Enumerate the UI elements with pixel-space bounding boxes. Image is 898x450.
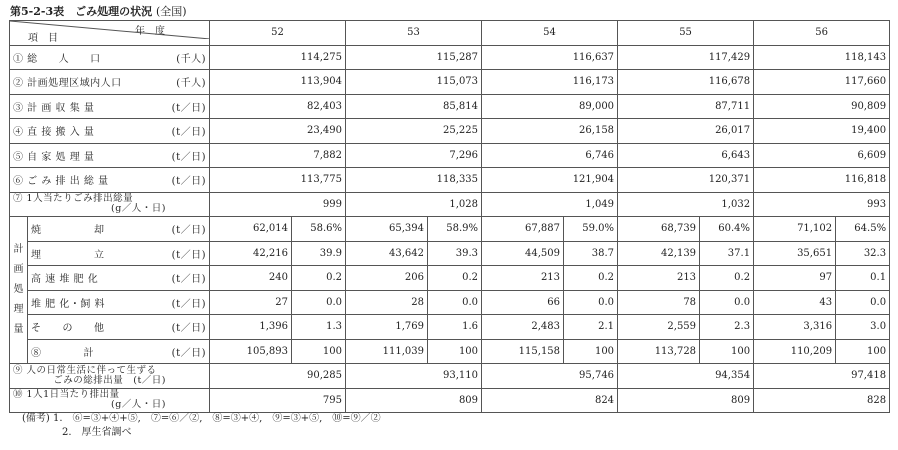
value-cell: 42,216: [210, 241, 292, 266]
value-cell: 1,396: [210, 315, 292, 340]
value-cell: 25,225: [346, 119, 482, 144]
percent-cell: 58.9%: [428, 217, 482, 242]
note-line-1: [22, 412, 381, 426]
value-cell: 828: [754, 388, 890, 413]
table-row: [10, 315, 890, 340]
percent-cell: 0.2: [292, 266, 346, 291]
row-unit: (t／日): [171, 323, 206, 335]
year-header: 55: [618, 21, 754, 46]
value-cell: 26,017: [618, 119, 754, 144]
row-label: [10, 364, 210, 389]
row-label: [28, 339, 210, 364]
title-text: 第5-2-3表 ごみ処理の状況: [10, 5, 153, 18]
plan-group-text: 計 画 処 理 量: [13, 244, 24, 335]
percent-cell: 60.4%: [700, 217, 754, 242]
value-cell: 116,678: [618, 70, 754, 95]
note-text-2: 2. 厚生省調べ: [62, 427, 132, 438]
value-cell: 1,028: [346, 192, 482, 217]
notes: [22, 412, 381, 440]
value-cell: 1,032: [618, 192, 754, 217]
row-unit: (t／日): [171, 102, 206, 114]
row-label-text: ⑥ ご み 排 出 総 量: [13, 176, 109, 188]
value-cell: 117,429: [618, 45, 754, 70]
value-cell: 90,285: [210, 364, 346, 389]
value-cell: 68,739: [618, 217, 700, 242]
table-row: [10, 339, 890, 364]
value-cell: 85,814: [346, 94, 482, 119]
row-unit: (t／日): [171, 298, 206, 310]
value-cell: 121,904: [482, 168, 618, 193]
row-unit: (t／日): [171, 249, 206, 261]
row-label-text: ④ 直 接 搬 入 量: [13, 127, 95, 139]
row-label-line2: (g／人・日): [111, 203, 166, 215]
value-cell: 993: [754, 192, 890, 217]
value-cell: 97,418: [754, 364, 890, 389]
percent-cell: 1.3: [292, 315, 346, 340]
value-cell: 824: [482, 388, 618, 413]
row-label-text: ① 総 人 口: [13, 53, 101, 65]
row-label: [28, 241, 210, 266]
percent-cell: 2.1: [564, 315, 618, 340]
row-unit: (t／日): [171, 127, 206, 139]
value-cell: 115,158: [482, 339, 564, 364]
row-unit: (t／日): [171, 151, 206, 163]
value-cell: 213: [618, 266, 700, 291]
value-cell: 118,143: [754, 45, 890, 70]
value-cell: 44,509: [482, 241, 564, 266]
percent-cell: 0.0: [564, 290, 618, 315]
value-cell: 35,651: [754, 241, 836, 266]
percent-cell: 100: [700, 339, 754, 364]
row-label: [10, 94, 210, 119]
value-cell: 116,818: [754, 168, 890, 193]
percent-cell: 100: [564, 339, 618, 364]
note-text-1: 1. ⑥=③+④+⑤, ⑦=⑥／②, ⑧=③+④, ⑨=③+⑤, ⑩=⑨／②: [53, 413, 381, 424]
value-cell: 809: [618, 388, 754, 413]
table-row: [10, 290, 890, 315]
value-cell: 27: [210, 290, 292, 315]
row-label-line1: ⑦ 1人当たりごみ排出総量: [13, 193, 134, 205]
value-cell: 42,139: [618, 241, 700, 266]
header-row: [10, 21, 890, 46]
table-row: [10, 266, 890, 291]
waste-table: [9, 20, 890, 413]
value-cell: 111,039: [346, 339, 428, 364]
row-label-text: そ の 他: [31, 323, 105, 335]
value-cell: 116,637: [482, 45, 618, 70]
table-row: [10, 364, 890, 389]
value-cell: 240: [210, 266, 292, 291]
row-label: [10, 119, 210, 144]
percent-cell: 100: [428, 339, 482, 364]
percent-cell: 0.2: [700, 266, 754, 291]
value-cell: 67,887: [482, 217, 564, 242]
value-cell: 19,400: [754, 119, 890, 144]
value-cell: 117,660: [754, 70, 890, 95]
table-title: [10, 3, 187, 19]
row-label: [28, 266, 210, 291]
value-cell: 26,158: [482, 119, 618, 144]
value-cell: 115,073: [346, 70, 482, 95]
row-label: [10, 192, 210, 217]
notes-prefix: (備考): [22, 413, 50, 424]
corner-cell: [10, 21, 210, 46]
value-cell: 93,110: [346, 364, 482, 389]
percent-cell: 39.9: [292, 241, 346, 266]
percent-cell: 39.3: [428, 241, 482, 266]
row-label: [28, 315, 210, 340]
row-label: [28, 290, 210, 315]
row-label-text: 焼 却: [31, 225, 105, 237]
value-cell: 6,643: [618, 143, 754, 168]
row-label-text: ② 計画処理区域内人口: [13, 78, 122, 90]
value-cell: 95,746: [482, 364, 618, 389]
table-row: [10, 119, 890, 144]
percent-cell: 2.3: [700, 315, 754, 340]
row-label-text: ③ 計 画 収 集 量: [13, 102, 95, 114]
row-label-text: ⑤ 自 家 処 理 量: [13, 151, 95, 163]
value-cell: 23,490: [210, 119, 346, 144]
row-label-text: 高 速 堆 肥 化: [31, 274, 99, 286]
value-cell: 1,769: [346, 315, 428, 340]
item-heading: 項 目: [28, 32, 58, 44]
table-row: [10, 217, 890, 242]
row-unit: (千人): [176, 53, 206, 65]
value-cell: 120,371: [618, 168, 754, 193]
value-cell: 71,102: [754, 217, 836, 242]
row-unit: (t／日): [171, 274, 206, 286]
value-cell: 115,287: [346, 45, 482, 70]
title-subtext: (全国): [155, 5, 187, 18]
value-cell: 114,275: [210, 45, 346, 70]
value-cell: 87,711: [618, 94, 754, 119]
value-cell: 113,728: [618, 339, 700, 364]
row-label: [10, 45, 210, 70]
row-label: [10, 70, 210, 95]
value-cell: 3,316: [754, 315, 836, 340]
percent-cell: 0.0: [700, 290, 754, 315]
year-header: 54: [482, 21, 618, 46]
value-cell: 206: [346, 266, 428, 291]
table-row: [10, 143, 890, 168]
value-cell: 116,173: [482, 70, 618, 95]
row-label-line2: (g／人・日): [111, 399, 166, 411]
row-label: [28, 217, 210, 242]
year-header: 53: [346, 21, 482, 46]
value-cell: 78: [618, 290, 700, 315]
value-cell: 28: [346, 290, 428, 315]
table-row: [10, 70, 890, 95]
table-row: [10, 168, 890, 193]
row-unit: (千人): [176, 78, 206, 90]
value-cell: 795: [210, 388, 346, 413]
year-heading: 年 度: [135, 26, 165, 37]
percent-cell: 0.2: [564, 266, 618, 291]
row-unit: (t／日): [171, 225, 206, 237]
row-label-text: 堆 肥 化・飼 料: [31, 298, 106, 310]
percent-cell: 59.0%: [564, 217, 618, 242]
value-cell: 213: [482, 266, 564, 291]
percent-cell: 58.6%: [292, 217, 346, 242]
value-cell: 97: [754, 266, 836, 291]
value-cell: 7,296: [346, 143, 482, 168]
table-row: [10, 388, 890, 413]
table-row: [10, 192, 890, 217]
row-label-line1: ⑨ 人の日常生活に伴って生ずる: [13, 364, 157, 376]
value-cell: 43,642: [346, 241, 428, 266]
value-cell: 6,746: [482, 143, 618, 168]
percent-cell: 38.7: [564, 241, 618, 266]
row-label: [10, 388, 210, 413]
year-header: 52: [210, 21, 346, 46]
percent-cell: 100: [836, 339, 890, 364]
percent-cell: 0.2: [428, 266, 482, 291]
value-cell: 999: [210, 192, 346, 217]
value-cell: 62,014: [210, 217, 292, 242]
value-cell: 82,403: [210, 94, 346, 119]
value-cell: 94,354: [618, 364, 754, 389]
row-label-text: 埋 立: [31, 249, 105, 261]
percent-cell: 0.1: [836, 266, 890, 291]
value-cell: 66: [482, 290, 564, 315]
value-cell: 105,893: [210, 339, 292, 364]
plan-group-label: [10, 217, 28, 364]
percent-cell: 64.5%: [836, 217, 890, 242]
value-cell: 809: [346, 388, 482, 413]
value-cell: 65,394: [346, 217, 428, 242]
percent-cell: 0.0: [836, 290, 890, 315]
row-unit: (t／日): [171, 347, 206, 359]
value-cell: 110,209: [754, 339, 836, 364]
table-row: [10, 45, 890, 70]
table-row: [10, 94, 890, 119]
percent-cell: 0.0: [428, 290, 482, 315]
value-cell: 113,775: [210, 168, 346, 193]
row-label: [10, 143, 210, 168]
row-unit: (t／日): [171, 176, 206, 188]
row-label-line1: ⑩ 1人1日当たり排出量: [13, 389, 120, 401]
percent-cell: 32.3: [836, 241, 890, 266]
value-cell: 113,904: [210, 70, 346, 95]
percent-cell: 0.0: [292, 290, 346, 315]
value-cell: 2,559: [618, 315, 700, 340]
value-cell: 43: [754, 290, 836, 315]
value-cell: 6,609: [754, 143, 890, 168]
table-row: [10, 241, 890, 266]
year-header: 56: [754, 21, 890, 46]
row-label: [10, 168, 210, 193]
value-cell: 89,000: [482, 94, 618, 119]
value-cell: 90,809: [754, 94, 890, 119]
row-label-text: ⑧ 計: [31, 347, 94, 359]
value-cell: 1,049: [482, 192, 618, 217]
row-label-line2: ごみの総排出量 (t／日): [53, 374, 166, 386]
value-cell: 2,483: [482, 315, 564, 340]
percent-cell: 37.1: [700, 241, 754, 266]
percent-cell: 1.6: [428, 315, 482, 340]
value-cell: 7,882: [210, 143, 346, 168]
percent-cell: 3.0: [836, 315, 890, 340]
value-cell: 118,335: [346, 168, 482, 193]
percent-cell: 100: [292, 339, 346, 364]
